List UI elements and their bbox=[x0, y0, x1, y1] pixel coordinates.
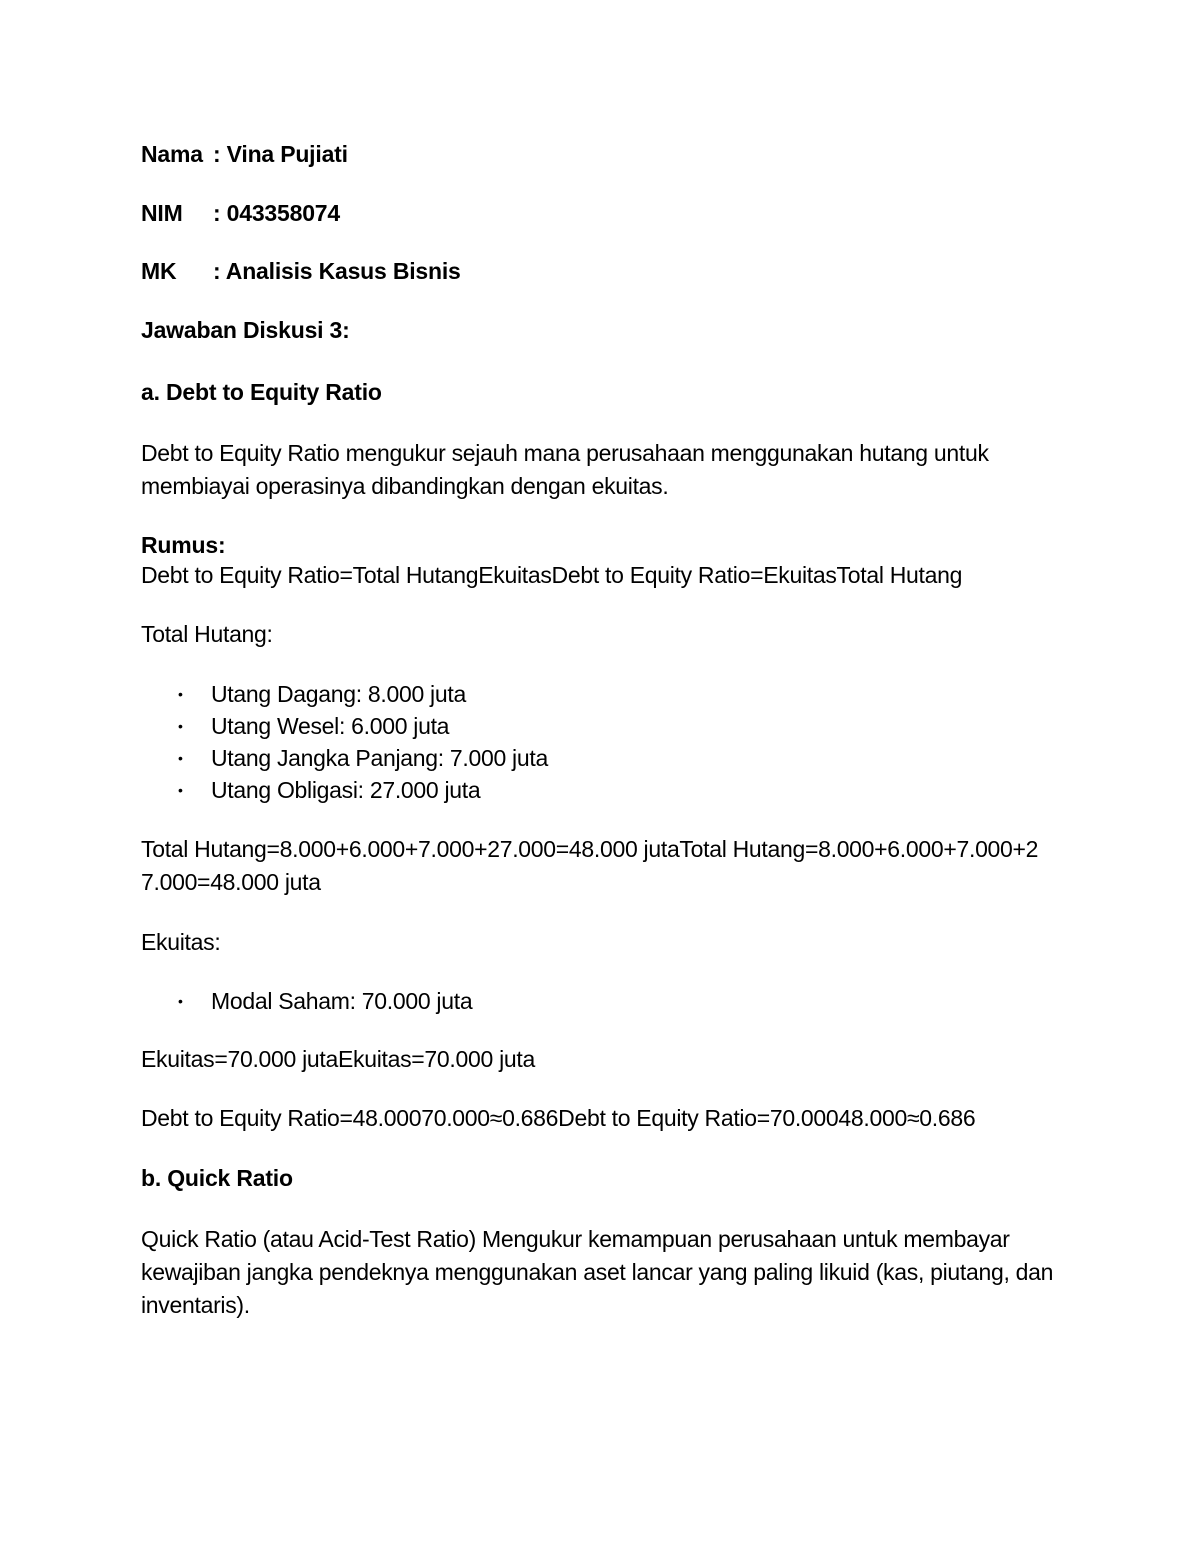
jawaban-heading: Jawaban Diskusi 3: bbox=[141, 317, 350, 343]
header-nim bbox=[141, 199, 1056, 227]
list-item: • Utang Wesel: 6.000 juta bbox=[141, 710, 1056, 742]
total-hutang-formula: Total Hutang=8.000+6.000+7.000+27.000=48.000 jutaTotal Hutang=8.000+6.000+7.000+2 7.000=48.000 juta bbox=[141, 836, 1039, 895]
hutang-list bbox=[141, 678, 1056, 806]
list-item: • Utang Dagang: 8.000 juta bbox=[141, 678, 1056, 710]
section-b-intro: Quick Ratio (atau Acid-Test Ratio) Mengukur kemampuan perusahaan untuk membayar kewajiban jangka pendeknya menggunakan aset lancar yang paling likuid (kas, piutang, dan inventaris). bbox=[141, 1226, 1054, 1318]
list-item: • Utang Obligasi: 27.000 juta bbox=[141, 774, 1056, 806]
bullet-icon: • bbox=[178, 993, 183, 1009]
nama-value: : Vina Pujiati bbox=[213, 141, 348, 167]
mk-value: : Analisis Kasus Bisnis bbox=[213, 258, 461, 284]
rumus-label: Rumus: bbox=[141, 532, 226, 558]
total-hutang-label: Total Hutang: bbox=[141, 621, 273, 647]
der-result: Debt to Equity Ratio=48.00070.000≈0.686Debt to Equity Ratio=70.00048.000≈0.686 bbox=[141, 1105, 976, 1131]
bullet-icon: • bbox=[178, 782, 183, 798]
list-item: • Modal Saham: 70.000 juta bbox=[141, 985, 1056, 1017]
list-item: • Utang Jangka Panjang: 7.000 juta bbox=[141, 742, 1056, 774]
bullet-icon: • bbox=[178, 718, 183, 734]
rumus-formula: Debt to Equity Ratio=Total HutangEkuitasDebt to Equity Ratio=EkuitasTotal Hutang bbox=[141, 562, 963, 588]
nim-label: NIM bbox=[141, 200, 183, 226]
nama-label: Nama bbox=[141, 141, 203, 167]
nim-value: : 043358074 bbox=[213, 200, 340, 226]
bullet-icon: • bbox=[178, 750, 183, 766]
ekuitas-list bbox=[141, 985, 1056, 1017]
section-a-heading: a. Debt to Equity Ratio bbox=[141, 379, 382, 405]
header-mk bbox=[141, 257, 1056, 285]
section-a-intro: Debt to Equity Ratio mengukur sejauh mana perusahaan menggunakan hutang untuk membiayai operasinya dibandingkan dengan ekuitas. bbox=[141, 440, 989, 499]
section-b-heading: b. Quick Ratio bbox=[141, 1165, 293, 1191]
bullet-icon: • bbox=[178, 686, 183, 702]
ekuitas-label: Ekuitas: bbox=[141, 929, 221, 955]
mk-label: MK bbox=[141, 258, 177, 284]
header-nama bbox=[141, 140, 1056, 168]
ekuitas-formula: Ekuitas=70.000 jutaEkuitas=70.000 juta bbox=[141, 1046, 535, 1072]
document-content bbox=[141, 140, 1056, 1322]
